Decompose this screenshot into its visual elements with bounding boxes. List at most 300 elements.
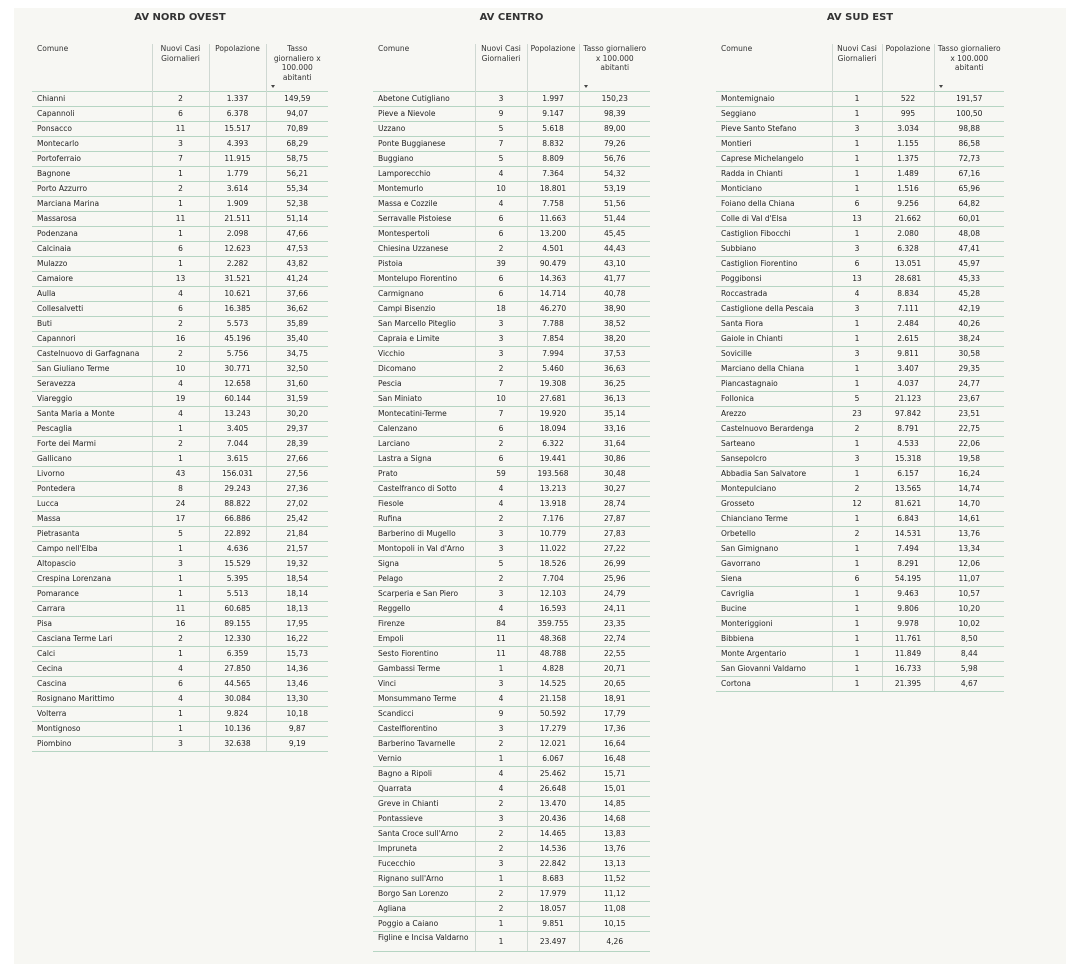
column-header-label: Tasso giornaliero x 100.000 abitanti bbox=[937, 44, 1001, 72]
cell-comune: Aulla bbox=[32, 287, 152, 302]
cell-nuovi-casi: 1 bbox=[832, 377, 882, 392]
cell-popolazione: 11.915 bbox=[209, 152, 266, 167]
cell-nuovi-casi: 4 bbox=[475, 782, 527, 797]
cell-popolazione: 6.843 bbox=[882, 512, 934, 527]
cell-tasso: 22,74 bbox=[579, 632, 650, 647]
cell-tasso: 4,67 bbox=[934, 677, 1004, 692]
table-row bbox=[373, 857, 650, 872]
cell-popolazione: 6.328 bbox=[882, 242, 934, 257]
cell-tasso: 13,83 bbox=[579, 827, 650, 842]
cell-tasso: 35,14 bbox=[579, 407, 650, 422]
cell-nuovi-casi: 2 bbox=[475, 737, 527, 752]
cell-tasso: 18,13 bbox=[266, 602, 328, 617]
cell-popolazione: 4.828 bbox=[527, 662, 579, 677]
cell-nuovi-casi: 1 bbox=[832, 632, 882, 647]
cell-popolazione: 23.497 bbox=[527, 932, 579, 952]
cell-comune: Buti bbox=[32, 317, 152, 332]
cell-comune: Bucine bbox=[716, 602, 832, 617]
table-row bbox=[716, 542, 1004, 557]
cell-comune: Sesto Fiorentino bbox=[373, 647, 475, 662]
column-header-nuovi-casi[interactable] bbox=[832, 44, 882, 92]
cell-comune: Porto Azzurro bbox=[32, 182, 152, 197]
cell-popolazione: 7.364 bbox=[527, 167, 579, 182]
table-row bbox=[32, 167, 328, 182]
cell-tasso: 5,98 bbox=[934, 662, 1004, 677]
cell-nuovi-casi: 3 bbox=[152, 557, 209, 572]
table-row bbox=[716, 317, 1004, 332]
cell-comune: Viareggio bbox=[32, 392, 152, 407]
table-row bbox=[32, 302, 328, 317]
cell-popolazione: 5.618 bbox=[527, 122, 579, 137]
cell-tasso: 47,41 bbox=[934, 242, 1004, 257]
cell-comune: Barberino Tavarnelle bbox=[373, 737, 475, 752]
column-header-popolazione[interactable] bbox=[527, 44, 579, 92]
cell-popolazione: 5.573 bbox=[209, 317, 266, 332]
cell-comune: Massa bbox=[32, 512, 152, 527]
cell-comune: Abetone Cutigliano bbox=[373, 92, 475, 107]
cell-nuovi-casi: 1 bbox=[832, 317, 882, 332]
cell-tasso: 14,74 bbox=[934, 482, 1004, 497]
table-row bbox=[32, 197, 328, 212]
cell-nuovi-casi: 6 bbox=[152, 107, 209, 122]
cell-nuovi-casi: 13 bbox=[152, 272, 209, 287]
table-row bbox=[373, 302, 650, 317]
cell-nuovi-casi: 1 bbox=[832, 512, 882, 527]
cell-comune: Chianciano Terme bbox=[716, 512, 832, 527]
cell-nuovi-casi: 4 bbox=[475, 167, 527, 182]
cell-tasso: 40,78 bbox=[579, 287, 650, 302]
cell-tasso: 35,89 bbox=[266, 317, 328, 332]
cell-comune: Cortona bbox=[716, 677, 832, 692]
cell-tasso: 150,23 bbox=[579, 92, 650, 107]
cell-comune: Pontassieve bbox=[373, 812, 475, 827]
table-row bbox=[32, 122, 328, 137]
table-row bbox=[32, 737, 328, 752]
column-header-label: Popolazione bbox=[215, 44, 260, 53]
cell-popolazione: 8.834 bbox=[882, 287, 934, 302]
table-row bbox=[32, 242, 328, 257]
cell-nuovi-casi: 1 bbox=[152, 647, 209, 662]
cell-comune: Seggiano bbox=[716, 107, 832, 122]
cell-comune: Forte dei Marmi bbox=[32, 437, 152, 452]
cell-nuovi-casi: 6 bbox=[475, 422, 527, 437]
cell-popolazione: 12.021 bbox=[527, 737, 579, 752]
table-row bbox=[373, 482, 650, 497]
cell-nuovi-casi: 1 bbox=[832, 557, 882, 572]
cell-popolazione: 16.733 bbox=[882, 662, 934, 677]
cell-tasso: 26,99 bbox=[579, 557, 650, 572]
cell-nuovi-casi: 1 bbox=[832, 542, 882, 557]
table-row bbox=[716, 362, 1004, 377]
table-row bbox=[373, 662, 650, 677]
table-row bbox=[373, 572, 650, 587]
cell-tasso: 64,82 bbox=[934, 197, 1004, 212]
cell-comune: Fiesole bbox=[373, 497, 475, 512]
cell-tasso: 14,85 bbox=[579, 797, 650, 812]
table-row bbox=[373, 92, 650, 107]
table-row bbox=[373, 347, 650, 362]
data-table bbox=[32, 44, 328, 752]
cell-popolazione: 14.465 bbox=[527, 827, 579, 842]
table-row bbox=[373, 377, 650, 392]
cell-nuovi-casi: 16 bbox=[152, 332, 209, 347]
sort-descending-icon[interactable] bbox=[939, 85, 943, 88]
cell-nuovi-casi: 84 bbox=[475, 617, 527, 632]
cell-tasso: 13,46 bbox=[266, 677, 328, 692]
cell-nuovi-casi: 1 bbox=[832, 602, 882, 617]
cell-comune: Sansepolcro bbox=[716, 452, 832, 467]
table-row bbox=[32, 692, 328, 707]
cell-popolazione: 4.636 bbox=[209, 542, 266, 557]
cell-popolazione: 27.681 bbox=[527, 392, 579, 407]
table-row bbox=[32, 587, 328, 602]
cell-nuovi-casi: 4 bbox=[152, 377, 209, 392]
cell-comune: Pieve Santo Stefano bbox=[716, 122, 832, 137]
cell-tasso: 27,83 bbox=[579, 527, 650, 542]
cell-popolazione: 5.460 bbox=[527, 362, 579, 377]
cell-popolazione: 13.051 bbox=[882, 257, 934, 272]
cell-tasso: 41,24 bbox=[266, 272, 328, 287]
cell-popolazione: 12.103 bbox=[527, 587, 579, 602]
cell-comune: Montemignaio bbox=[716, 92, 832, 107]
cell-nuovi-casi: 6 bbox=[475, 287, 527, 302]
cell-nuovi-casi: 2 bbox=[152, 317, 209, 332]
table-row bbox=[32, 497, 328, 512]
table-row bbox=[32, 437, 328, 452]
cell-tasso: 4,26 bbox=[579, 932, 650, 952]
cell-popolazione: 9.147 bbox=[527, 107, 579, 122]
cell-comune: Gaiole in Chianti bbox=[716, 332, 832, 347]
cell-comune: Poggibonsi bbox=[716, 272, 832, 287]
table-row bbox=[32, 227, 328, 242]
table-row bbox=[716, 167, 1004, 182]
table-row bbox=[716, 392, 1004, 407]
cell-comune: Castiglion Fiorentino bbox=[716, 257, 832, 272]
cell-popolazione: 11.849 bbox=[882, 647, 934, 662]
cell-nuovi-casi: 4 bbox=[475, 497, 527, 512]
cell-popolazione: 30.084 bbox=[209, 692, 266, 707]
table-row bbox=[32, 407, 328, 422]
cell-tasso: 43,10 bbox=[579, 257, 650, 272]
cell-nuovi-casi: 3 bbox=[475, 347, 527, 362]
table-row bbox=[716, 332, 1004, 347]
cell-tasso: 38,52 bbox=[579, 317, 650, 332]
table-row bbox=[32, 137, 328, 152]
cell-popolazione: 19.920 bbox=[527, 407, 579, 422]
cell-popolazione: 13.213 bbox=[527, 482, 579, 497]
table-row bbox=[373, 182, 650, 197]
cell-nuovi-casi: 2 bbox=[152, 347, 209, 362]
cell-popolazione: 13.470 bbox=[527, 797, 579, 812]
table-row bbox=[716, 287, 1004, 302]
table-row bbox=[716, 617, 1004, 632]
cell-nuovi-casi: 1 bbox=[832, 167, 882, 182]
table-row bbox=[716, 482, 1004, 497]
cell-nuovi-casi: 3 bbox=[832, 122, 882, 137]
cell-nuovi-casi: 9 bbox=[475, 707, 527, 722]
cell-popolazione: 193.568 bbox=[527, 467, 579, 482]
cell-tasso: 45,97 bbox=[934, 257, 1004, 272]
cell-popolazione: 9.851 bbox=[527, 917, 579, 932]
cell-comune: Cavriglia bbox=[716, 587, 832, 602]
column-header-label: Nuovi Casi Giornalieri bbox=[837, 44, 877, 63]
table-row bbox=[373, 437, 650, 452]
cell-tasso: 98,39 bbox=[579, 107, 650, 122]
cell-popolazione: 5.513 bbox=[209, 587, 266, 602]
table-row bbox=[373, 677, 650, 692]
cell-nuovi-casi: 11 bbox=[475, 632, 527, 647]
cell-nuovi-casi: 10 bbox=[475, 182, 527, 197]
table-row bbox=[373, 317, 650, 332]
cell-nuovi-casi: 1 bbox=[832, 662, 882, 677]
cell-tasso: 98,88 bbox=[934, 122, 1004, 137]
cell-comune: Piombino bbox=[32, 737, 152, 752]
cell-tasso: 48,08 bbox=[934, 227, 1004, 242]
cell-popolazione: 60.685 bbox=[209, 602, 266, 617]
cell-tasso: 79,26 bbox=[579, 137, 650, 152]
cell-popolazione: 29.243 bbox=[209, 482, 266, 497]
cell-tasso: 45,28 bbox=[934, 287, 1004, 302]
table-row bbox=[32, 572, 328, 587]
cell-popolazione: 18.094 bbox=[527, 422, 579, 437]
cell-tasso: 25,96 bbox=[579, 572, 650, 587]
cell-tasso: 22,75 bbox=[934, 422, 1004, 437]
table-row bbox=[32, 272, 328, 287]
table-row bbox=[32, 707, 328, 722]
cell-comune: Gallicano bbox=[32, 452, 152, 467]
table-row bbox=[32, 377, 328, 392]
column-header-nuovi-casi[interactable] bbox=[475, 44, 527, 92]
cell-comune: Seravezza bbox=[32, 377, 152, 392]
table-row bbox=[373, 227, 650, 242]
cell-popolazione: 12.623 bbox=[209, 242, 266, 257]
column-header-nuovi-casi[interactable] bbox=[152, 44, 209, 92]
cell-popolazione: 7.994 bbox=[527, 347, 579, 362]
table-row bbox=[373, 887, 650, 902]
cell-comune: Pistoia bbox=[373, 257, 475, 272]
cell-tasso: 30,27 bbox=[579, 482, 650, 497]
cell-comune: Piancastagnaio bbox=[716, 377, 832, 392]
cell-nuovi-casi: 1 bbox=[832, 677, 882, 692]
cell-popolazione: 12.330 bbox=[209, 632, 266, 647]
cell-popolazione: 18.801 bbox=[527, 182, 579, 197]
cell-comune: Gambassi Terme bbox=[373, 662, 475, 677]
table-row bbox=[716, 677, 1004, 692]
table-row bbox=[716, 227, 1004, 242]
table-row bbox=[32, 347, 328, 362]
cell-comune: Colle di Val d'Elsa bbox=[716, 212, 832, 227]
cell-popolazione: 14.714 bbox=[527, 287, 579, 302]
cell-comune: Castiglion Fibocchi bbox=[716, 227, 832, 242]
cell-nuovi-casi: 6 bbox=[475, 272, 527, 287]
cell-popolazione: 32.638 bbox=[209, 737, 266, 752]
cell-popolazione: 88.822 bbox=[209, 497, 266, 512]
cell-tasso: 15,73 bbox=[266, 647, 328, 662]
cell-popolazione: 9.806 bbox=[882, 602, 934, 617]
cell-popolazione: 22.892 bbox=[209, 527, 266, 542]
cell-comune: Crespina Lorenzana bbox=[32, 572, 152, 587]
cell-nuovi-casi: 1 bbox=[475, 932, 527, 952]
cell-comune: Firenze bbox=[373, 617, 475, 632]
cell-nuovi-casi: 4 bbox=[832, 287, 882, 302]
column-header-popolazione[interactable] bbox=[882, 44, 934, 92]
cell-comune: Roccastrada bbox=[716, 287, 832, 302]
cell-tasso: 72,73 bbox=[934, 152, 1004, 167]
cell-popolazione: 3.405 bbox=[209, 422, 266, 437]
cell-tasso: 10,02 bbox=[934, 617, 1004, 632]
cell-popolazione: 17.279 bbox=[527, 722, 579, 737]
cell-comune: Dicomano bbox=[373, 362, 475, 377]
cell-popolazione: 156.031 bbox=[209, 467, 266, 482]
cell-nuovi-casi: 2 bbox=[475, 887, 527, 902]
cell-tasso: 43,82 bbox=[266, 257, 328, 272]
cell-comune: Montelupo Fiorentino bbox=[373, 272, 475, 287]
cell-comune: Bibbiena bbox=[716, 632, 832, 647]
cell-nuovi-casi: 1 bbox=[832, 362, 882, 377]
cell-nuovi-casi: 6 bbox=[152, 677, 209, 692]
table-row bbox=[716, 602, 1004, 617]
cell-popolazione: 4.533 bbox=[882, 437, 934, 452]
cell-nuovi-casi: 59 bbox=[475, 467, 527, 482]
cell-tasso: 40,26 bbox=[934, 317, 1004, 332]
cell-comune: Borgo San Lorenzo bbox=[373, 887, 475, 902]
cell-popolazione: 9.811 bbox=[882, 347, 934, 362]
cell-comune: Impruneta bbox=[373, 842, 475, 857]
table-row bbox=[716, 497, 1004, 512]
cell-nuovi-casi: 2 bbox=[475, 902, 527, 917]
cell-nuovi-casi: 7 bbox=[475, 407, 527, 422]
cell-tasso: 32,50 bbox=[266, 362, 328, 377]
cell-comune: Follonica bbox=[716, 392, 832, 407]
cell-popolazione: 20.436 bbox=[527, 812, 579, 827]
cell-popolazione: 21.395 bbox=[882, 677, 934, 692]
cell-tasso: 33,16 bbox=[579, 422, 650, 437]
cell-comune: Sarteano bbox=[716, 437, 832, 452]
cell-comune: Massa e Cozzile bbox=[373, 197, 475, 212]
cell-nuovi-casi: 1 bbox=[152, 197, 209, 212]
cell-tasso: 13,34 bbox=[934, 542, 1004, 557]
cell-tasso: 14,61 bbox=[934, 512, 1004, 527]
column-header-tasso[interactable] bbox=[579, 44, 650, 92]
column-header-label: Popolazione bbox=[885, 44, 931, 53]
cell-comune: Vernio bbox=[373, 752, 475, 767]
cell-comune: Arezzo bbox=[716, 407, 832, 422]
cell-nuovi-casi: 19 bbox=[152, 392, 209, 407]
cell-popolazione: 359.755 bbox=[527, 617, 579, 632]
column-header-tasso[interactable] bbox=[934, 44, 1004, 92]
table-row bbox=[373, 257, 650, 272]
cell-popolazione: 2.615 bbox=[882, 332, 934, 347]
table-row bbox=[373, 467, 650, 482]
cell-tasso: 28,39 bbox=[266, 437, 328, 452]
cell-comune: Montecarlo bbox=[32, 137, 152, 152]
cell-tasso: 18,91 bbox=[579, 692, 650, 707]
table-row bbox=[32, 152, 328, 167]
cell-popolazione: 7.044 bbox=[209, 437, 266, 452]
cell-tasso: 41,77 bbox=[579, 272, 650, 287]
sort-descending-icon[interactable] bbox=[271, 85, 275, 88]
cell-nuovi-casi: 2 bbox=[152, 92, 209, 107]
cell-comune: Pietrasanta bbox=[32, 527, 152, 542]
cell-tasso: 30,48 bbox=[579, 467, 650, 482]
sort-descending-icon[interactable] bbox=[584, 85, 588, 88]
table-row bbox=[716, 647, 1004, 662]
table-row bbox=[373, 167, 650, 182]
cell-nuovi-casi: 2 bbox=[475, 827, 527, 842]
table-row bbox=[716, 122, 1004, 137]
cell-nuovi-casi: 11 bbox=[152, 122, 209, 137]
table-row bbox=[32, 92, 328, 107]
table-row bbox=[32, 632, 328, 647]
cell-comune: Reggello bbox=[373, 602, 475, 617]
cell-popolazione: 1.375 bbox=[882, 152, 934, 167]
cell-comune: Campi Bisenzio bbox=[373, 302, 475, 317]
cell-comune: Signa bbox=[373, 557, 475, 572]
cell-tasso: 22,06 bbox=[934, 437, 1004, 452]
cell-tasso: 13,76 bbox=[934, 527, 1004, 542]
column-header-popolazione[interactable] bbox=[209, 44, 266, 92]
cell-popolazione: 13.200 bbox=[527, 227, 579, 242]
cell-comune: Siena bbox=[716, 572, 832, 587]
cell-tasso: 23,67 bbox=[934, 392, 1004, 407]
table-row bbox=[32, 467, 328, 482]
cell-nuovi-casi: 3 bbox=[475, 542, 527, 557]
header-row bbox=[373, 44, 650, 92]
cell-tasso: 18,54 bbox=[266, 572, 328, 587]
table-row bbox=[32, 677, 328, 692]
cell-tasso: 18,14 bbox=[266, 587, 328, 602]
cell-nuovi-casi: 1 bbox=[152, 722, 209, 737]
cell-tasso: 21,57 bbox=[266, 542, 328, 557]
cell-tasso: 9,87 bbox=[266, 722, 328, 737]
cell-tasso: 10,18 bbox=[266, 707, 328, 722]
table-row bbox=[716, 557, 1004, 572]
cell-tasso: 15,71 bbox=[579, 767, 650, 782]
cell-nuovi-casi: 2 bbox=[475, 797, 527, 812]
table-row bbox=[373, 647, 650, 662]
cell-tasso: 23,51 bbox=[934, 407, 1004, 422]
cell-comune: Pontedera bbox=[32, 482, 152, 497]
cell-nuovi-casi: 12 bbox=[832, 497, 882, 512]
cell-popolazione: 8.683 bbox=[527, 872, 579, 887]
cell-comune: Montemurlo bbox=[373, 182, 475, 197]
panel-title: AV SUD EST bbox=[826, 12, 894, 23]
cell-popolazione: 995 bbox=[882, 107, 934, 122]
column-header-tasso[interactable] bbox=[266, 44, 328, 92]
cell-tasso: 38,90 bbox=[579, 302, 650, 317]
cell-popolazione: 31.521 bbox=[209, 272, 266, 287]
cell-tasso: 16,64 bbox=[579, 737, 650, 752]
cell-comune: Calenzano bbox=[373, 422, 475, 437]
cell-nuovi-casi: 1 bbox=[152, 572, 209, 587]
cell-comune: San Miniato bbox=[373, 392, 475, 407]
cell-nuovi-casi: 2 bbox=[475, 572, 527, 587]
cell-tasso: 22,55 bbox=[579, 647, 650, 662]
cell-popolazione: 2.080 bbox=[882, 227, 934, 242]
cell-popolazione: 60.144 bbox=[209, 392, 266, 407]
cell-tasso: 54,32 bbox=[579, 167, 650, 182]
cell-nuovi-casi: 3 bbox=[475, 812, 527, 827]
cell-tasso: 9,19 bbox=[266, 737, 328, 752]
cell-popolazione: 9.824 bbox=[209, 707, 266, 722]
table-row bbox=[716, 422, 1004, 437]
table-row bbox=[373, 872, 650, 887]
cell-comune: Empoli bbox=[373, 632, 475, 647]
cell-comune: Vicchio bbox=[373, 347, 475, 362]
cell-comune: Castiglione della Pescaia bbox=[716, 302, 832, 317]
cell-nuovi-casi: 11 bbox=[152, 602, 209, 617]
table-row bbox=[373, 287, 650, 302]
